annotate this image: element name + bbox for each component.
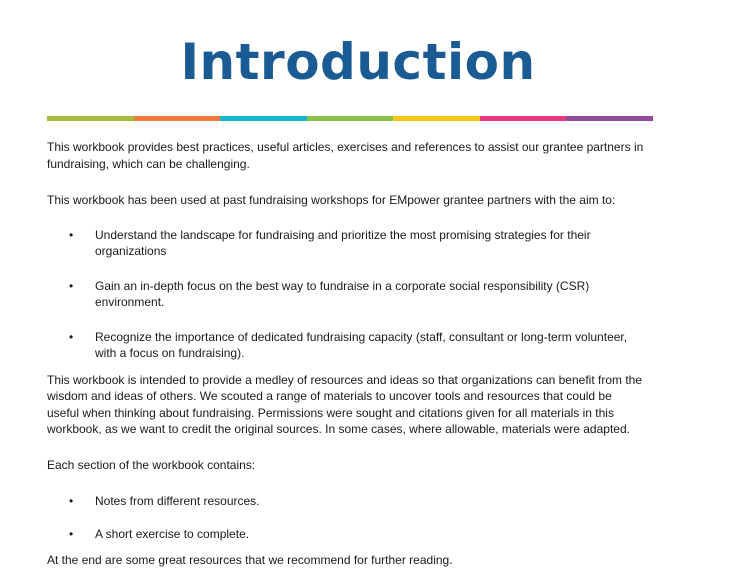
divider-segment-pink [480,116,567,121]
list-item [47,278,647,311]
divider-segment-teal [220,116,307,121]
bullet-icon: • [69,227,74,242]
bullet-icon: • [69,526,74,541]
closing-paragraph: At the end are some great resources that we recommend for further reading. [47,553,453,567]
body-content [47,139,647,569]
aim-paragraph: This workbook has been used at past fundraising workshops for EMpower grantee partners with the aim to: [47,193,616,207]
list-item-text: Understand the landscape for fundraising and prioritize the most promising strategies for their organizations [95,227,591,258]
purpose-paragraph: This workbook is intended to provide a medley of resources and ideas so that organizations can benefit from the wisdom and ideas of others. We scouted a range of materials to uncover tools and resources that could be useful when thinking about fundraising. Permissions were sought and citations given for all materials in this workbook, as we want to credit the original sources. In some cases, where allowable, materials were adapted. [47,372,643,436]
divider-segment-lime [307,116,394,121]
divider-segment-orange [134,116,221,121]
sections-paragraph: Each section of the workbook contains: [47,457,256,472]
list-item-text: Notes from different resources. [95,494,260,508]
intro-paragraph: This workbook provides best practices, useful articles, exercises and references to assist our grantee partners in fundraising, which can be challenging. [47,140,644,171]
bullet-icon: • [69,329,74,344]
bullet-icon: • [69,494,74,508]
list-item [47,526,647,543]
bullet-icon: • [69,278,74,293]
list-item [47,329,647,362]
aims-list [47,227,647,362]
list-item-text: A short exercise to complete. [95,526,250,541]
contains-list [47,493,647,542]
list-item [47,227,647,260]
list-item-text: Gain an in-depth focus on the best way to fundraise in a corporate social responsibility (CSR) environment. [95,278,590,309]
divider-segment-purple [566,116,653,121]
list-item [47,493,647,510]
color-divider [47,116,653,121]
divider-segment-yellow [393,116,480,121]
list-item-text: Recognize the importance of dedicated fundraising capacity (staff, consultant or long-term volunteer, with a focus on fundraising). [95,329,628,360]
page-title: Introduction [180,33,536,91]
divider-segment-green [47,116,134,121]
